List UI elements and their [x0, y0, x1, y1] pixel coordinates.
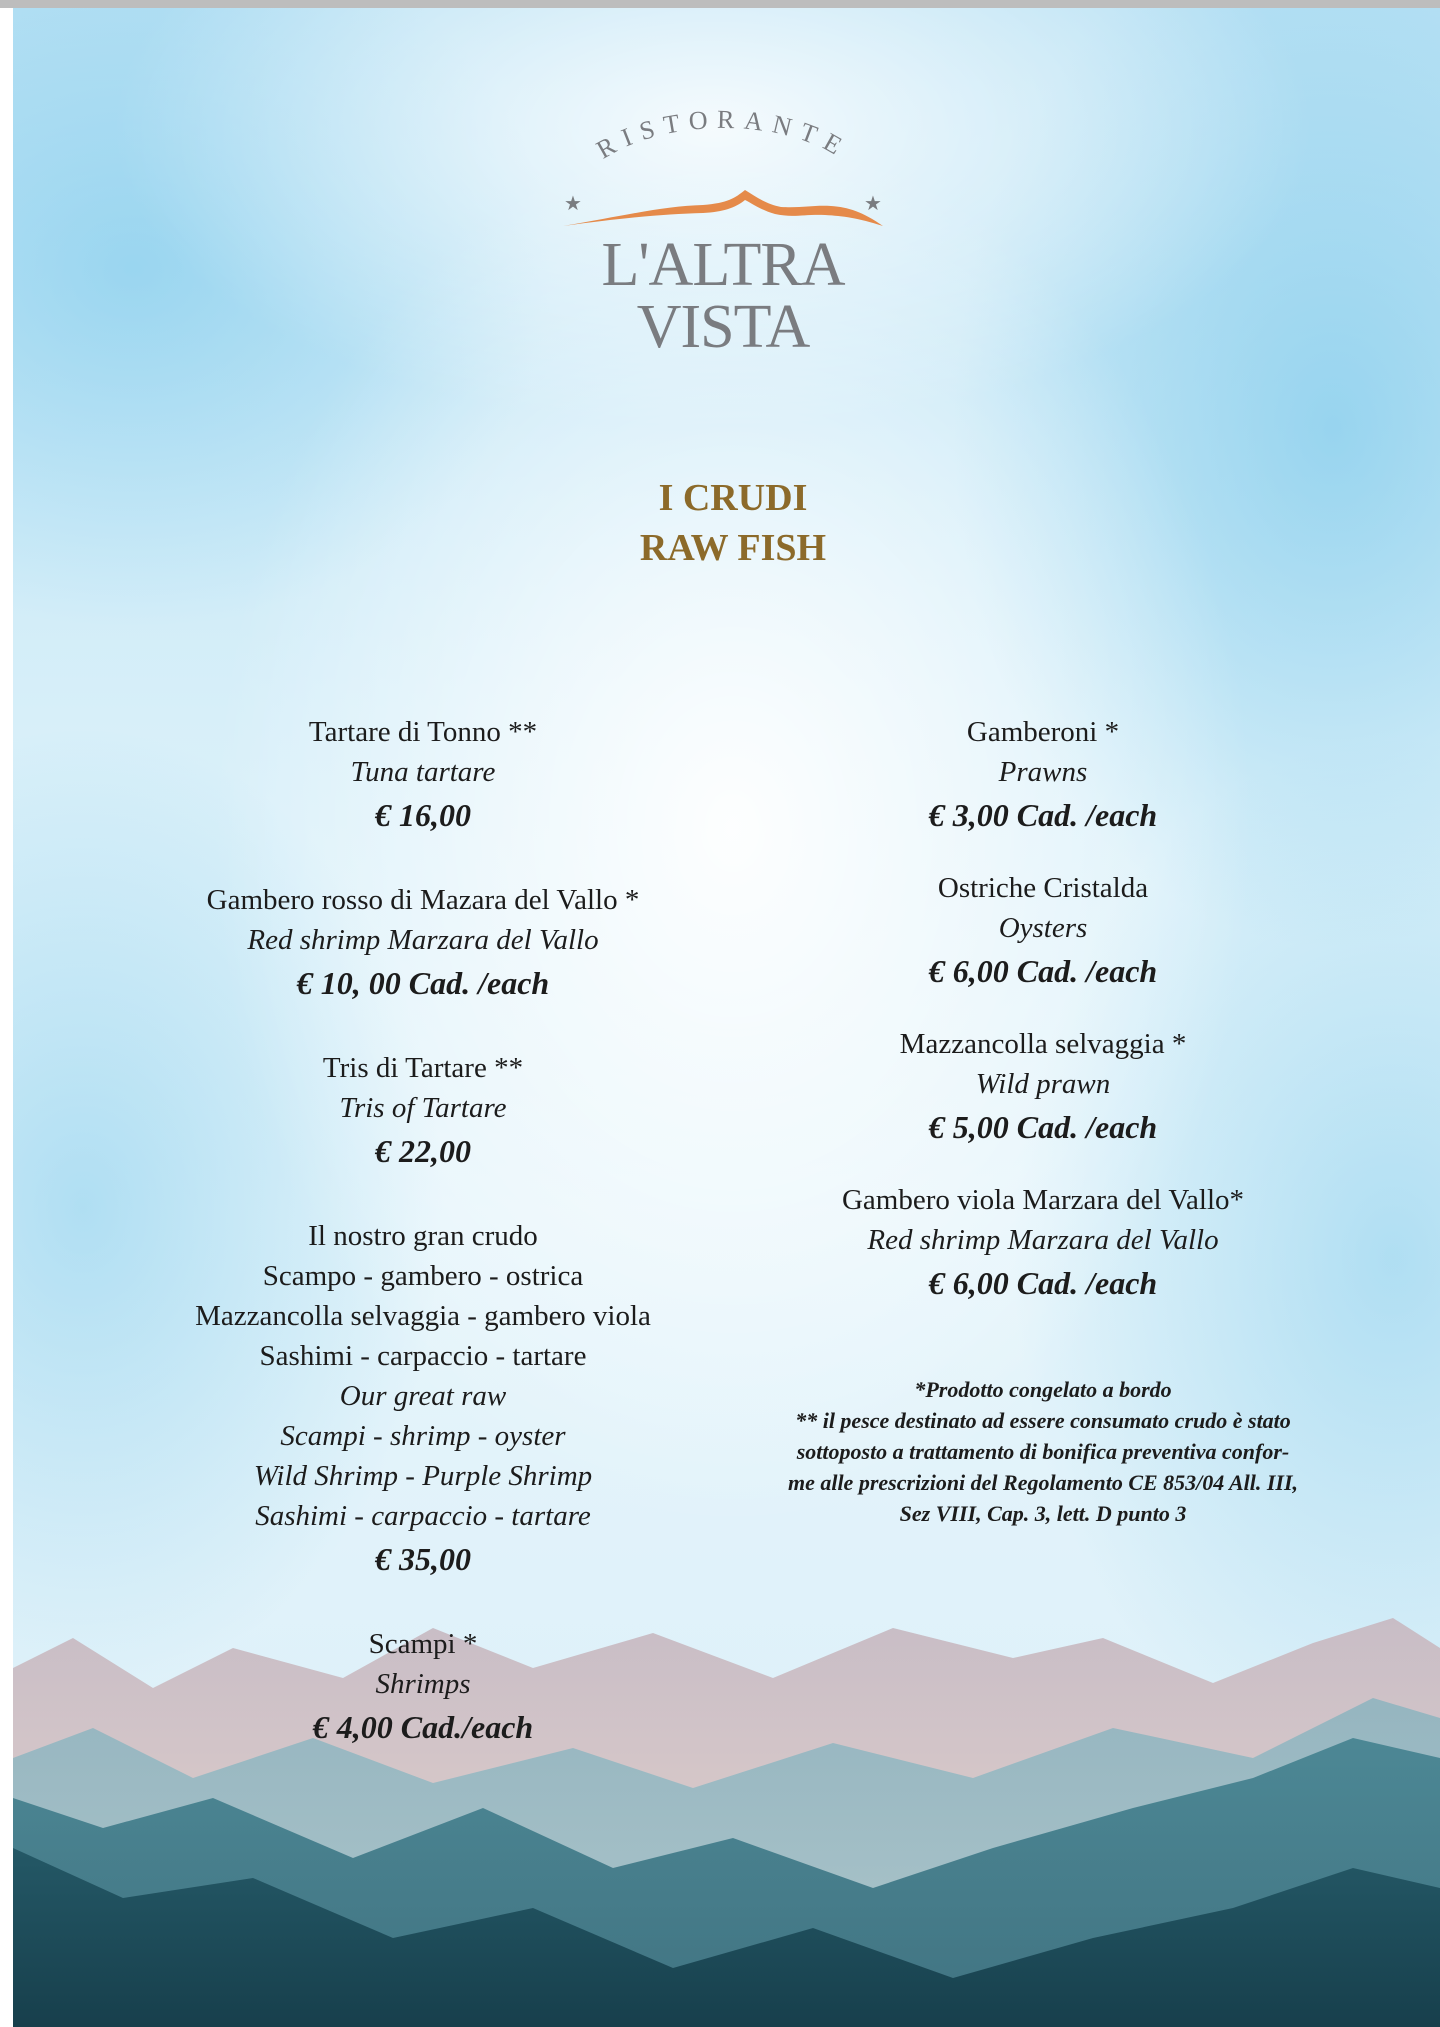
footnote-line: *Prodotto congelato a bordo: [914, 1377, 1172, 1402]
item-name-it: Scampi *: [368, 1628, 478, 1660]
section-heading: [533, 473, 933, 573]
item-name-en: Prawns: [998, 756, 1088, 788]
item-name-it: Gambero viola Marzara del Vallo*: [841, 1184, 1245, 1216]
item-price: € 3,00 Cad. /each: [928, 797, 1158, 833]
restaurant-logo: [513, 108, 933, 361]
logo-star-left: ★: [564, 191, 582, 215]
item-price: € 35,00: [375, 1541, 471, 1577]
item-name-en: Red shrimp Marzara del Vallo: [867, 1224, 1219, 1256]
item-detail-en: Sashimi - carpaccio - tartare: [255, 1500, 591, 1532]
logo-name: L'ALTRA VISTA: [601, 231, 845, 361]
svg-text:RISTORANTE: [592, 108, 855, 165]
footnotes: [733, 1374, 1353, 1529]
menu-item: [133, 1048, 713, 1174]
menu-column-left: [133, 712, 713, 1792]
item-detail-it: Mazzancolla selvaggia - gambero viola: [195, 1300, 651, 1332]
section-title-it: I CRUDI: [658, 477, 808, 519]
item-name-en: Red shrimp Marzara del Vallo: [247, 924, 599, 956]
logo-star-right: ★: [864, 191, 882, 215]
item-name-it: Gamberoni *: [966, 716, 1120, 748]
footnote-line: sottoposto a trattamento di bonifica preventiva confor-: [796, 1439, 1290, 1464]
item-name-it: Il nostro gran crudo: [308, 1220, 538, 1252]
item-detail-it: Sashimi - carpaccio - tartare: [259, 1340, 587, 1372]
menu-column-right: [793, 712, 1293, 1336]
logo-arc-text: RISTORANTE: [591, 108, 855, 165]
menu-page: [13, 8, 1440, 2027]
item-name-it: Gambero rosso di Mazara del Vallo *: [206, 884, 640, 916]
item-price: € 16,00: [375, 797, 471, 833]
item-price: € 6,00 Cad. /each: [928, 953, 1158, 989]
top-border: [0, 0, 1440, 8]
left-margin: [0, 8, 13, 2027]
item-name-en: Shrimps: [375, 1668, 471, 1700]
item-detail-en: Wild Shrimp - Purple Shrimp: [253, 1460, 593, 1492]
footnote-line: me alle prescrizioni del Regolamento CE 853/04 All. III,: [787, 1470, 1299, 1495]
section-title-en: RAW FISH: [639, 527, 827, 569]
footnote-line: ** il pesce destinato ad essere consumato crudo è stato: [795, 1408, 1291, 1433]
menu-item: [133, 1216, 713, 1582]
menu-item: [793, 712, 1293, 838]
menu-item: [793, 1180, 1293, 1306]
menu-item: [133, 880, 713, 1006]
item-price: € 10, 00 Cad. /each: [296, 965, 550, 1001]
item-detail-en: Scampi - shrimp - oyster: [280, 1420, 566, 1452]
logo-mountain-icon: [563, 190, 883, 226]
item-price: € 4,00 Cad./each: [312, 1709, 534, 1745]
item-name-en: Tris of Tartare: [339, 1092, 507, 1124]
footnote-line: Sez VIII, Cap. 3, lett. D punto 3: [899, 1501, 1187, 1526]
menu-item: [133, 712, 713, 838]
item-detail-it: Scampo - gambero - ostrica: [262, 1260, 584, 1292]
item-name-en: Oysters: [998, 912, 1088, 944]
logo-arc-graphic: [513, 108, 933, 228]
item-name-it: Tris di Tartare **: [322, 1052, 524, 1084]
item-price: € 22,00: [375, 1133, 471, 1169]
item-name-en: Wild prawn: [975, 1068, 1111, 1100]
menu-item: [793, 1024, 1293, 1150]
item-name-en: Tuna tartare: [350, 756, 496, 788]
item-price: € 6,00 Cad. /each: [928, 1265, 1158, 1301]
item-name-it: Tartare di Tonno **: [308, 716, 538, 748]
menu-item: [793, 868, 1293, 994]
item-name-it: Mazzancolla selvaggia *: [899, 1028, 1187, 1060]
item-name-it: Ostriche Cristalda: [937, 872, 1149, 904]
menu-item: [133, 1624, 713, 1750]
item-name-en: Our great raw: [339, 1380, 507, 1412]
item-price: € 5,00 Cad. /each: [928, 1109, 1158, 1145]
